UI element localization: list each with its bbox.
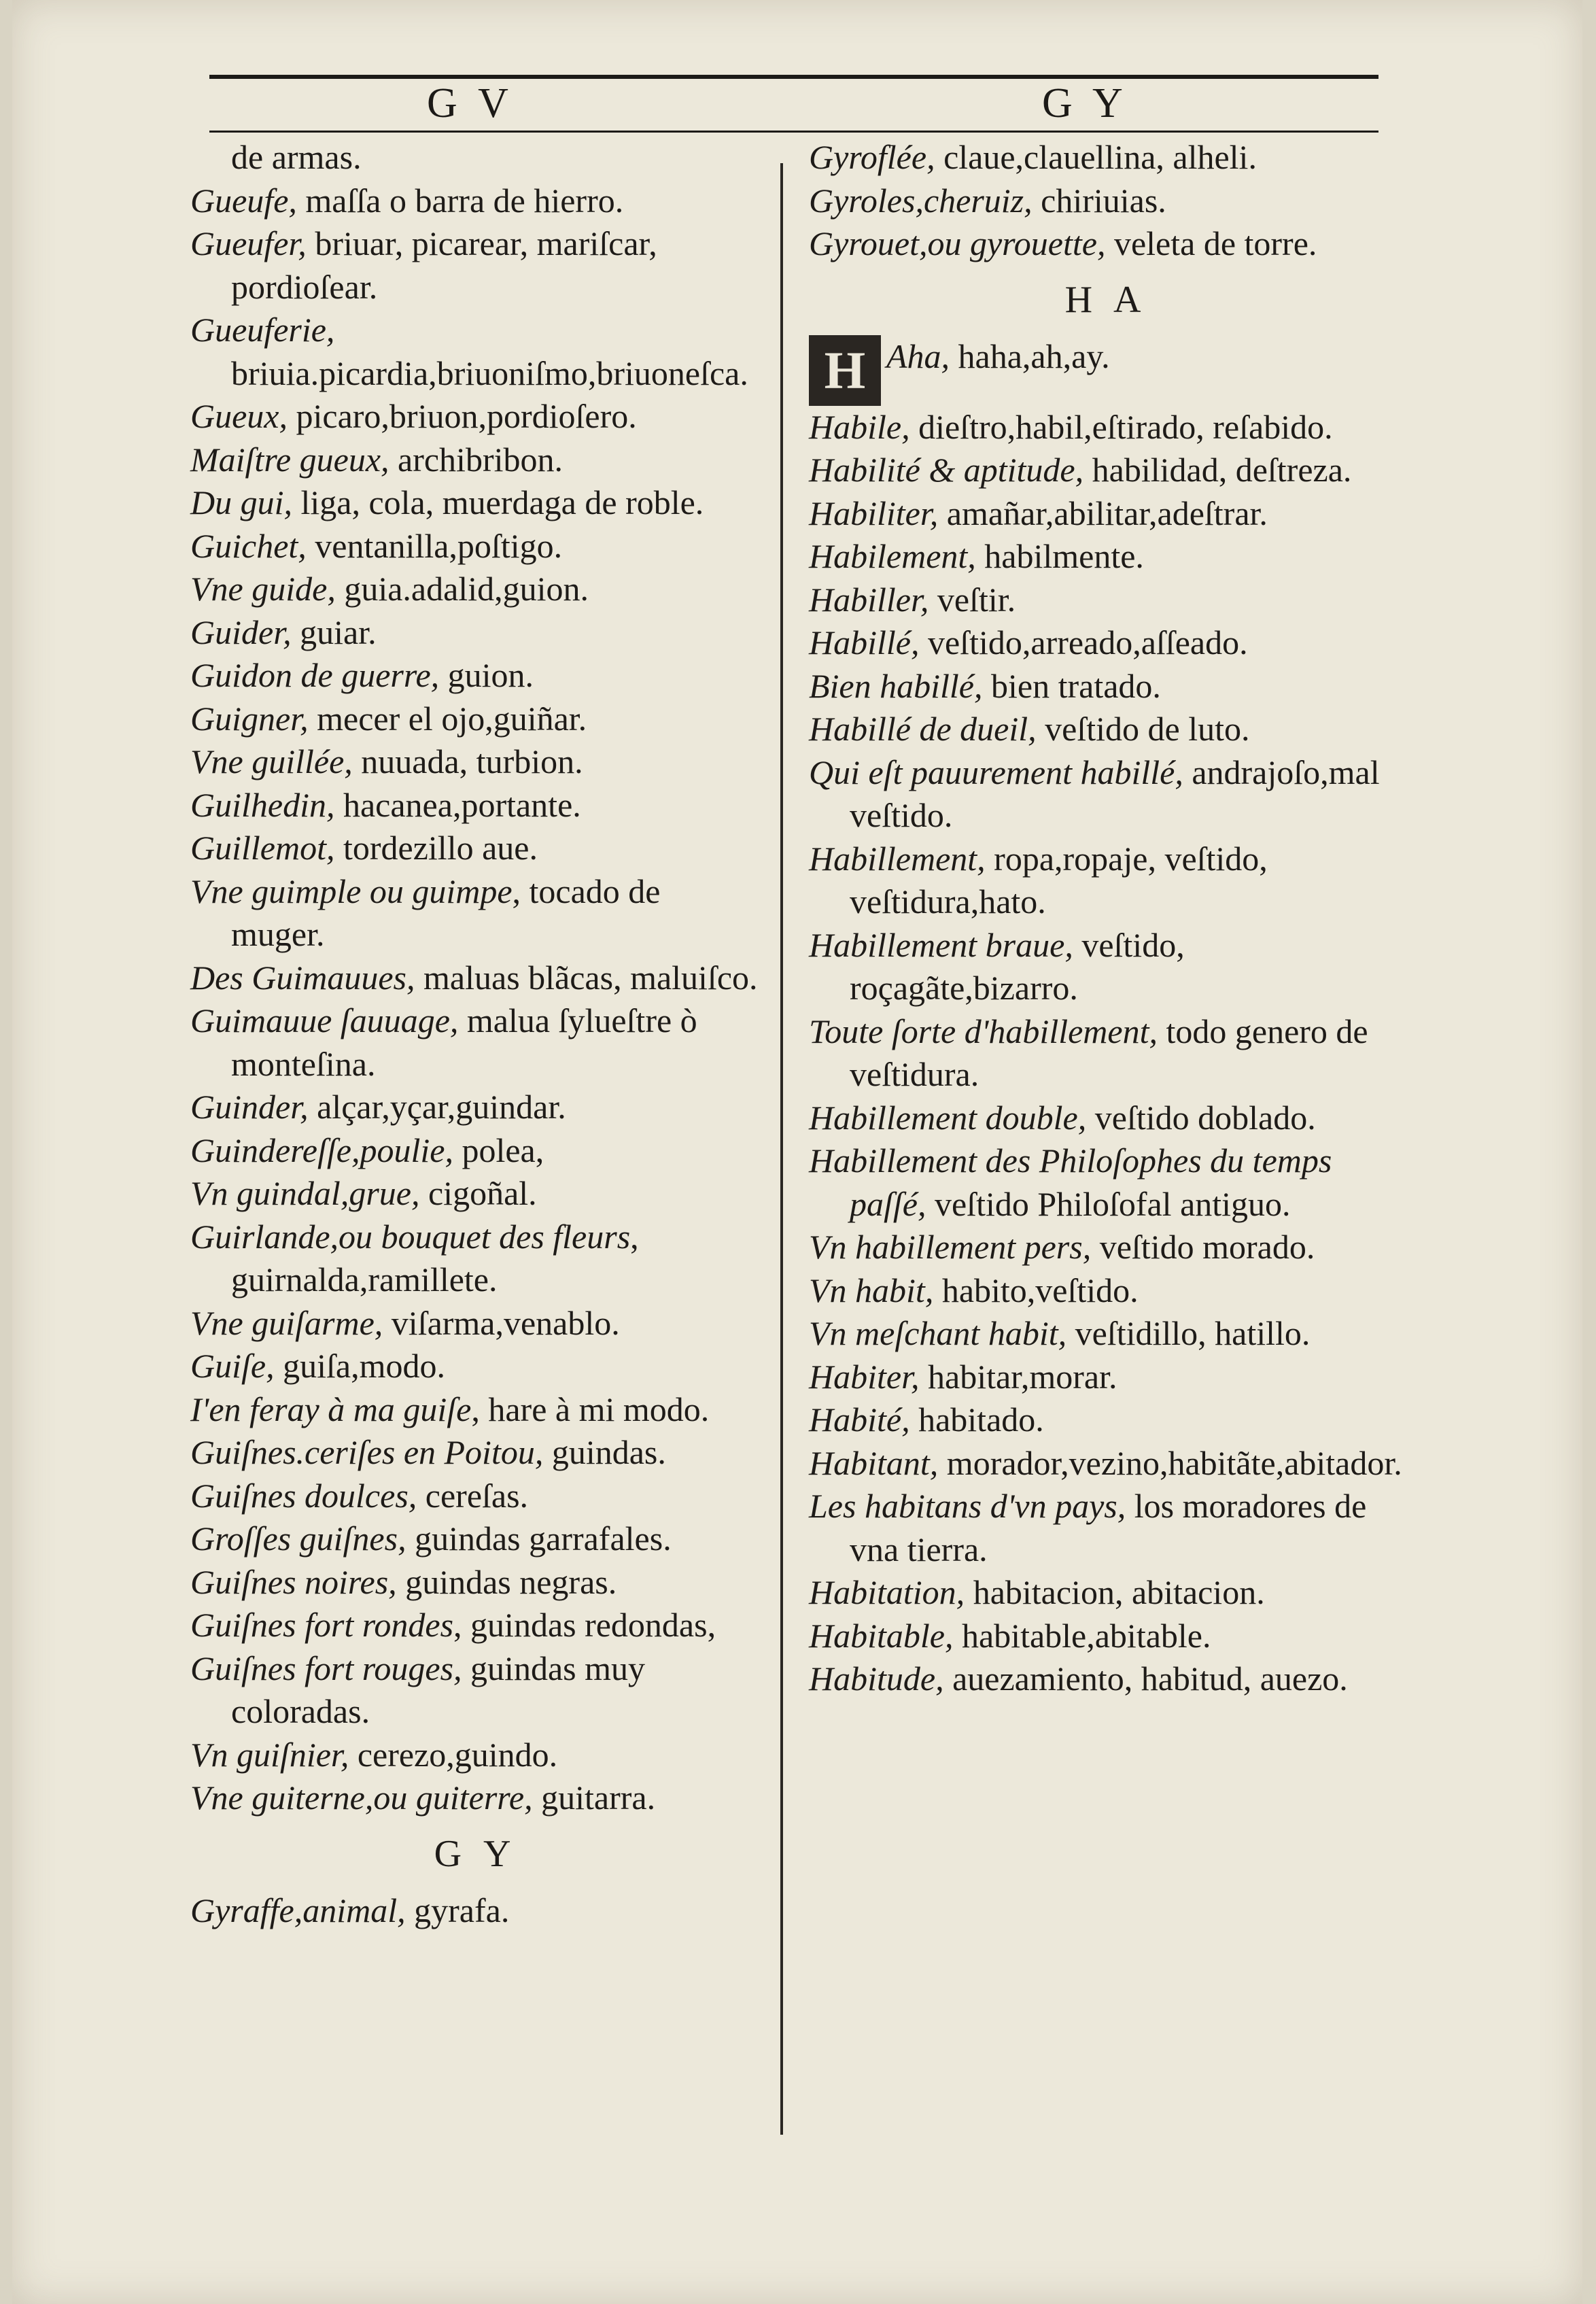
entry-headword: Vn guiſnier, xyxy=(190,1735,349,1774)
entry-headword: Habillement, xyxy=(809,839,986,878)
entry-headword: Qui eſt pauurement habillé, xyxy=(809,753,1183,791)
dictionary-entry xyxy=(809,449,1404,492)
column-divider xyxy=(780,163,783,2135)
entry-translation: veleta de torre. xyxy=(1105,224,1317,262)
entry-headword: Guinder, xyxy=(190,1088,309,1126)
dictionary-entry xyxy=(190,136,761,179)
section-heading: H A xyxy=(1064,278,1148,321)
entry-translation: veſtido de luto. xyxy=(1036,710,1250,748)
dictionary-entry xyxy=(190,1129,761,1173)
dictionary-entry xyxy=(809,1097,1404,1140)
right-column xyxy=(809,136,1404,1701)
entry-translation: guindas negras. xyxy=(396,1562,617,1601)
entry-headword: Vn guindal,grue, xyxy=(190,1174,420,1212)
entry-translation: haha,ah,ay. xyxy=(950,337,1110,375)
entry-translation: veſtido, roçagãte,bizarro. xyxy=(850,925,1185,1007)
entry-translation: veſtidillo, hatillo. xyxy=(1066,1314,1311,1352)
dictionary-entry xyxy=(190,870,761,957)
dictionary-entry xyxy=(190,1388,761,1432)
entry-translation: guitarra. xyxy=(532,1778,656,1817)
entry-translation: veſtir. xyxy=(929,580,1016,619)
entry-translation: , guirnalda,ramillete. xyxy=(231,1217,639,1299)
entry-translation: habilidad, deſtreza. xyxy=(1083,451,1352,489)
dictionary-entry xyxy=(809,665,1404,708)
entry-headword: Vne guide, xyxy=(190,570,336,608)
dictionary-entry xyxy=(190,439,761,482)
dictionary-entry xyxy=(190,1345,761,1388)
entry-headword: Guiſe, xyxy=(190,1347,275,1385)
entry-translation: , hare à mi modo. xyxy=(471,1390,710,1428)
entry-translation: hacanea,portante. xyxy=(334,785,581,824)
top-rule xyxy=(209,75,1378,79)
entry-headword: Habillé de dueil, xyxy=(809,710,1037,748)
entry-headword: Vn habillement pers, xyxy=(809,1228,1092,1266)
entry-headword: Vne guiterne,ou guiterre, xyxy=(190,1778,533,1817)
dictionary-entry xyxy=(809,335,1404,406)
entry-headword: Gyraffe,animal, xyxy=(190,1891,406,1929)
dictionary-entry xyxy=(190,395,761,439)
dictionary-entry xyxy=(190,1086,761,1129)
dictionary-entry xyxy=(190,179,761,223)
entry-headword: Du gui, xyxy=(190,483,292,521)
entry-headword: Guiſnes noires, xyxy=(190,1562,397,1601)
entry-translation: dieſtro,habil,eſtirado, reſabido. xyxy=(909,407,1333,446)
entry-headword: Maiſtre gueux, xyxy=(190,440,389,479)
dictionary-entry xyxy=(809,751,1404,838)
dictionary-entry xyxy=(809,924,1404,1010)
running-head-left: G V xyxy=(427,80,514,126)
entry-translation: habitable,abitable. xyxy=(953,1616,1211,1655)
dictionary-entry xyxy=(190,611,761,655)
entry-translation: todo genero de veſtidura. xyxy=(850,1012,1368,1093)
dictionary-entry xyxy=(190,1889,761,1933)
dictionary-entry xyxy=(809,406,1404,449)
entry-translation: liga, cola, muerdaga de roble. xyxy=(292,483,704,521)
dictionary-entry xyxy=(190,1431,761,1475)
dictionary-entry xyxy=(190,827,761,870)
entry-headword: Habitude, xyxy=(809,1660,944,1698)
dictionary-entry xyxy=(809,1615,1404,1658)
entry-headword: Habiliter, xyxy=(809,494,939,532)
entry-translation: , guindas redondas, xyxy=(453,1606,716,1644)
entry-headword: Vne guillée, xyxy=(190,742,353,780)
entry-headword: Guiſnes.ceriſes en Poitou, xyxy=(190,1433,544,1471)
dictionary-entry xyxy=(809,708,1404,751)
entry-translation: tordezillo aue. xyxy=(334,829,538,867)
entry-translation: guiſa,modo. xyxy=(274,1347,445,1385)
entry-translation: amañar,abilitar,adeſtrar. xyxy=(938,494,1268,532)
entry-headword: Gueux, xyxy=(190,397,288,435)
dictionary-entry xyxy=(809,1485,1404,1571)
entry-headword: Habiller, xyxy=(809,580,929,619)
entry-headword: Groſſes guiſnes, xyxy=(190,1519,406,1558)
entry-headword: Habitation, xyxy=(809,1573,965,1611)
entry-headword: Guichet, xyxy=(190,526,307,565)
entry-translation: nuuada, turbion. xyxy=(352,742,583,780)
dictionary-entry xyxy=(809,1356,1404,1399)
entry-translation: guindas. xyxy=(543,1433,666,1471)
entry-translation: morador,vezino,habitãte,abitador. xyxy=(938,1443,1402,1482)
dictionary-entry xyxy=(809,838,1404,924)
entry-headword: Gyroles,cheruiz, xyxy=(809,181,1033,220)
entry-translation: auezamiento, habitud, auezo. xyxy=(943,1660,1348,1698)
entry-translation: ropa,ropaje, veſtido, veſtidura,hato. xyxy=(850,839,1268,921)
entry-headword: Bien habillé, xyxy=(809,666,983,705)
entry-translation: guindas muy coloradas. xyxy=(231,1649,645,1730)
entry-headword: Guiſnes fort rouges, xyxy=(190,1649,462,1687)
dictionary-entry xyxy=(190,784,761,827)
entry-headword: Vne guimple ou guimpe xyxy=(190,872,513,910)
dictionary-entry xyxy=(809,179,1404,223)
dictionary-entry xyxy=(190,1734,761,1777)
entry-translation: gyrafa. xyxy=(405,1891,510,1929)
entry-translation: cerezo,guindo. xyxy=(349,1735,558,1774)
entry-translation: maſſa o barra de hierro. xyxy=(296,181,624,220)
entry-translation: ventanilla,poſtigo. xyxy=(306,526,563,565)
entry-translation: habilmente. xyxy=(975,537,1144,575)
dictionary-page xyxy=(12,0,1582,2304)
entry-headword: Toute ſorte d'habillement, xyxy=(809,1012,1158,1050)
entry-translation: habitacion, abitacion. xyxy=(965,1573,1265,1611)
entry-headword: Habilité & aptitude, xyxy=(809,451,1084,489)
entry-translation: maluas blãcas, maluiſco. xyxy=(415,958,758,997)
entry-translation: alçar,yçar,guindar. xyxy=(308,1088,566,1126)
entry-headword: Guider, xyxy=(190,613,292,651)
dictionary-entry xyxy=(190,309,761,395)
entry-translation: veſtido doblado. xyxy=(1086,1098,1316,1137)
dictionary-entry xyxy=(809,1139,1404,1226)
section-heading: G Y xyxy=(434,1832,518,1875)
dictionary-entry xyxy=(809,492,1404,536)
entry-headword: Guiſnes doulces, xyxy=(190,1476,417,1515)
dictionary-entry xyxy=(190,1216,761,1302)
dictionary-entry xyxy=(809,1657,1404,1701)
entry-translation: chiriuias. xyxy=(1032,181,1166,220)
entry-translation: guiar. xyxy=(291,613,377,651)
entry-translation: habitar,morar. xyxy=(919,1357,1117,1396)
dictionary-entry xyxy=(190,222,761,309)
dictionary-entry xyxy=(809,1442,1404,1485)
entry-translation: guion. xyxy=(439,656,534,694)
entry-translation: , tocado de muger. xyxy=(231,872,661,953)
dictionary-entry xyxy=(190,999,761,1086)
entry-headword: Guirlande,ou bouquet des fleurs xyxy=(190,1217,631,1256)
entry-headword: Habilement, xyxy=(809,537,976,575)
entry-headword: Aha, xyxy=(886,337,950,375)
entry-headword: Guindereſſe,poulie, xyxy=(190,1131,453,1169)
entry-translation: habitado. xyxy=(909,1400,1044,1439)
entry-translation: viſarma,venablo. xyxy=(383,1303,620,1342)
entry-translation: los moradores de vna tierra. xyxy=(850,1487,1367,1568)
dictionary-entry xyxy=(190,1475,761,1518)
entry-headword: Gueuferie, xyxy=(190,311,335,349)
entry-translation: andrajoſo,mal veſtido. xyxy=(850,753,1380,834)
entry-headword: Guillemot, xyxy=(190,829,335,867)
entry-translation: habito,veſtido. xyxy=(933,1271,1139,1309)
entry-headword: Vn meſchant habit, xyxy=(809,1314,1067,1352)
entry-headword: Habiter, xyxy=(809,1357,920,1396)
entry-translation: veſtido Philoſofal antiguo. xyxy=(926,1184,1291,1223)
entry-translation: de armas. xyxy=(231,138,362,176)
entry-translation: bien tratado. xyxy=(982,666,1161,705)
dictionary-entry xyxy=(809,1398,1404,1442)
dictionary-entry xyxy=(190,698,761,741)
dictionary-entry xyxy=(809,1571,1404,1615)
dictionary-entry xyxy=(809,1269,1404,1313)
head-rule xyxy=(209,131,1378,133)
dictionary-entry xyxy=(809,136,1404,179)
entry-headword: Guigner, xyxy=(190,699,309,738)
entry-translation: veſtido,arreado,aſſeado. xyxy=(919,623,1248,661)
entry-translation: cigoñal. xyxy=(419,1174,537,1212)
entry-headword: Des Guimauues, xyxy=(190,958,415,997)
entry-headword: I'en feray à ma guiſe xyxy=(190,1390,472,1428)
dictionary-entry xyxy=(190,654,761,698)
entry-headword: Habillement double, xyxy=(809,1098,1087,1137)
dictionary-entry xyxy=(190,1561,761,1604)
entry-headword: Habillement des Philoſophes du temps paſſé, xyxy=(809,1141,1332,1223)
entry-headword: Gueufe, xyxy=(190,181,297,220)
dictionary-entry xyxy=(190,1302,761,1345)
entry-headword: Habillement braue, xyxy=(809,925,1073,964)
dictionary-entry xyxy=(190,1776,761,1820)
entry-translation: malua ſylueſtre ò monteſina. xyxy=(231,1001,697,1083)
left-column xyxy=(190,136,761,1932)
entry-translation: mecer el ojo,guiñar. xyxy=(308,699,587,738)
running-head-right: G Y xyxy=(1042,80,1128,126)
entry-translation: polea, xyxy=(453,1131,544,1169)
dictionary-entry xyxy=(190,1517,761,1561)
entry-translation: guindas garrafales. xyxy=(406,1519,672,1558)
dictionary-entry xyxy=(190,1172,761,1216)
entry-headword: Guiſnes fort rondes xyxy=(190,1606,454,1644)
entry-headword: Habitant, xyxy=(809,1443,939,1482)
decorated-initial: H xyxy=(809,335,881,406)
dictionary-entry xyxy=(190,525,761,568)
entry-headword: Vn habit, xyxy=(809,1271,934,1309)
dictionary-entry xyxy=(809,1226,1404,1269)
entry-headword: Gyroflée, xyxy=(809,138,935,176)
entry-translation: guia.adalid,guion. xyxy=(335,570,589,608)
dictionary-entry xyxy=(809,222,1404,266)
entry-headword: Gueufer, xyxy=(190,224,307,262)
entry-headword: Les habitans d'vn pays, xyxy=(809,1487,1126,1525)
entry-headword: Vne guiſarme, xyxy=(190,1303,383,1342)
entry-translation: claue,clauellina, alheli. xyxy=(935,138,1257,176)
entry-headword: Habité, xyxy=(809,1400,910,1439)
dictionary-entry xyxy=(809,1312,1404,1356)
dictionary-entry xyxy=(190,740,761,784)
dictionary-entry xyxy=(190,1647,761,1734)
entry-translation: briuia.picardia,briuoniſmo,briuoneſca. xyxy=(231,354,748,392)
entry-translation: archibribon. xyxy=(389,440,563,479)
entry-translation: veſtido morado. xyxy=(1091,1228,1315,1266)
dictionary-entry xyxy=(190,957,761,1000)
dictionary-entry xyxy=(190,568,761,611)
entry-headword: Guidon de guerre, xyxy=(190,656,440,694)
entry-headword: Guilhedin, xyxy=(190,785,335,824)
dictionary-entry xyxy=(809,535,1404,579)
entry-translation: picaro,briuon,pordioſero. xyxy=(288,397,637,435)
entry-headword: Guimauue ſauuage, xyxy=(190,1001,459,1039)
dictionary-entry xyxy=(190,1604,761,1647)
dictionary-entry xyxy=(809,1010,1404,1097)
entry-headword: Habitable, xyxy=(809,1616,954,1655)
entry-headword: Habile, xyxy=(809,407,910,446)
entry-translation: briuar, picarear, mariſcar, pordioſear. xyxy=(231,224,657,306)
dictionary-entry xyxy=(190,481,761,525)
dictionary-entry xyxy=(809,579,1404,622)
dictionary-entry xyxy=(809,621,1404,665)
entry-translation: cereſas. xyxy=(417,1476,529,1515)
entry-headword: Gyrouet,ou gyrouette, xyxy=(809,224,1106,262)
entry-headword: Habillé, xyxy=(809,623,920,661)
